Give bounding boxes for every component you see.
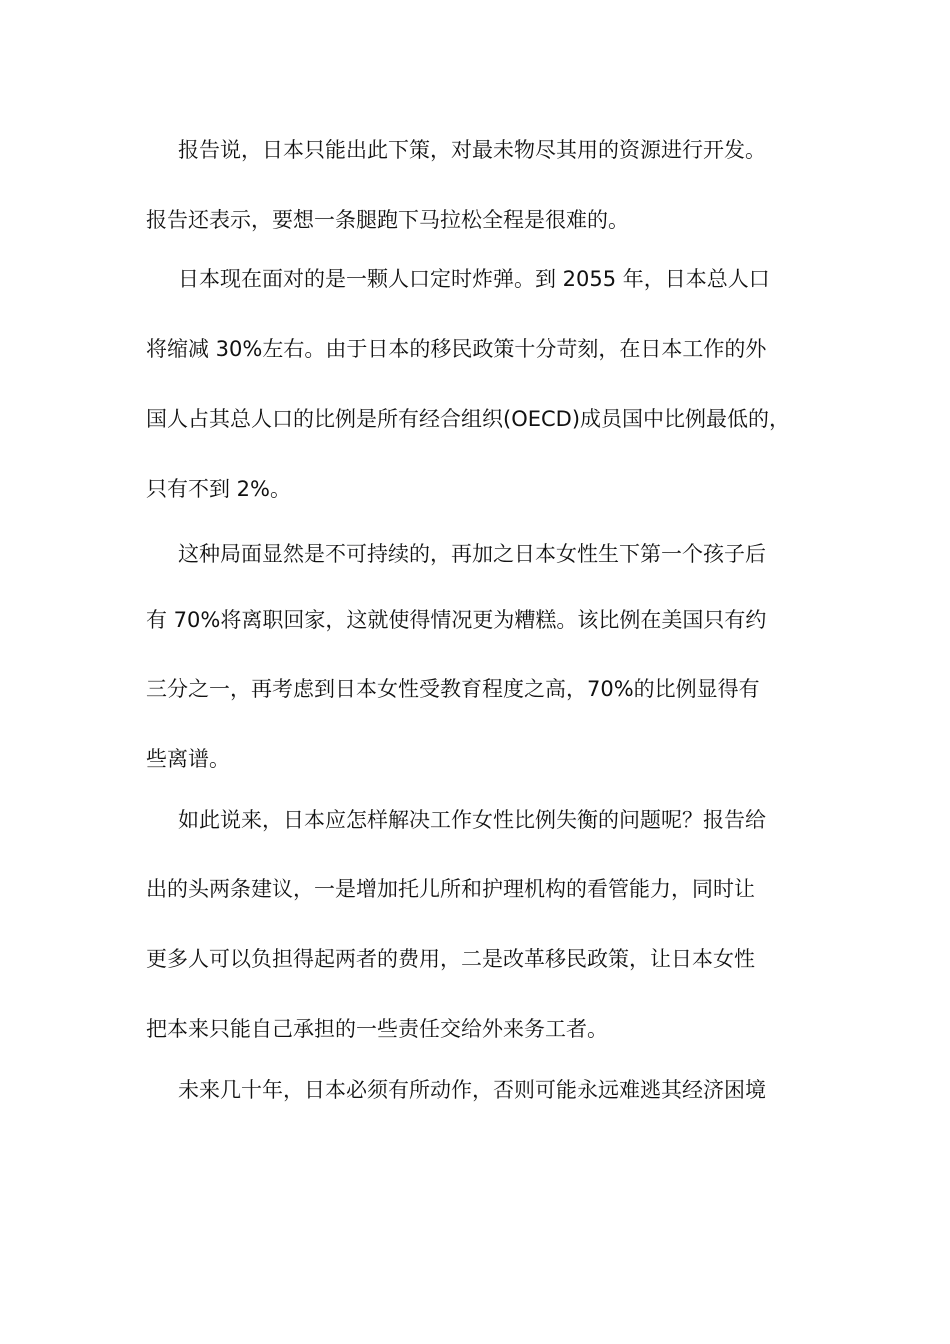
paragraph-line: 报告还表示，要想一条腿跑下马拉松全程是很难的。 [146, 208, 629, 232]
paragraph-line: 未来几十年，日本必须有所动作，否则可能永远难逃其经济困境 [178, 1078, 766, 1102]
paragraph-line: 这种局面显然是不可持续的，再加之日本女性生下第一个孩子后 [178, 542, 766, 566]
paragraph-line: 日本现在面对的是一颗人口定时炸弹。到 2055 年，日本总人口 [178, 267, 770, 291]
paragraph-line: 只有不到 2%。 [146, 477, 291, 501]
paragraph-line: 更多人可以负担得起两者的费用，二是改革移民政策，让日本女性 [146, 947, 755, 971]
paragraph-line: 出的头两条建议，一是增加托儿所和护理机构的看管能力，同时让 [146, 877, 755, 901]
paragraph-line: 将缩减 30%左右。由于日本的移民政策十分苛刻，在日本工作的外 [146, 337, 767, 361]
paragraph-line: 三分之一，再考虑到日本女性受教育程度之高，70%的比例显得有 [146, 677, 760, 701]
paragraph-line: 如此说来，日本应怎样解决工作女性比例失衡的问题呢？报告给 [178, 808, 766, 832]
paragraph-line: 些离谱。 [146, 747, 230, 771]
paragraph-line: 国人占其总人口的比例是所有经合组织(OECD)成员国中比例最低的， [146, 407, 791, 431]
paragraph-line: 有 70%将离职回家，这就使得情况更为糟糕。该比例在美国只有约 [146, 608, 767, 632]
paragraph-line: 报告说，日本只能出此下策，对最未物尽其用的资源进行开发。 [178, 138, 766, 162]
paragraph-line: 把本来只能自己承担的一些责任交给外来务工者。 [146, 1017, 608, 1041]
